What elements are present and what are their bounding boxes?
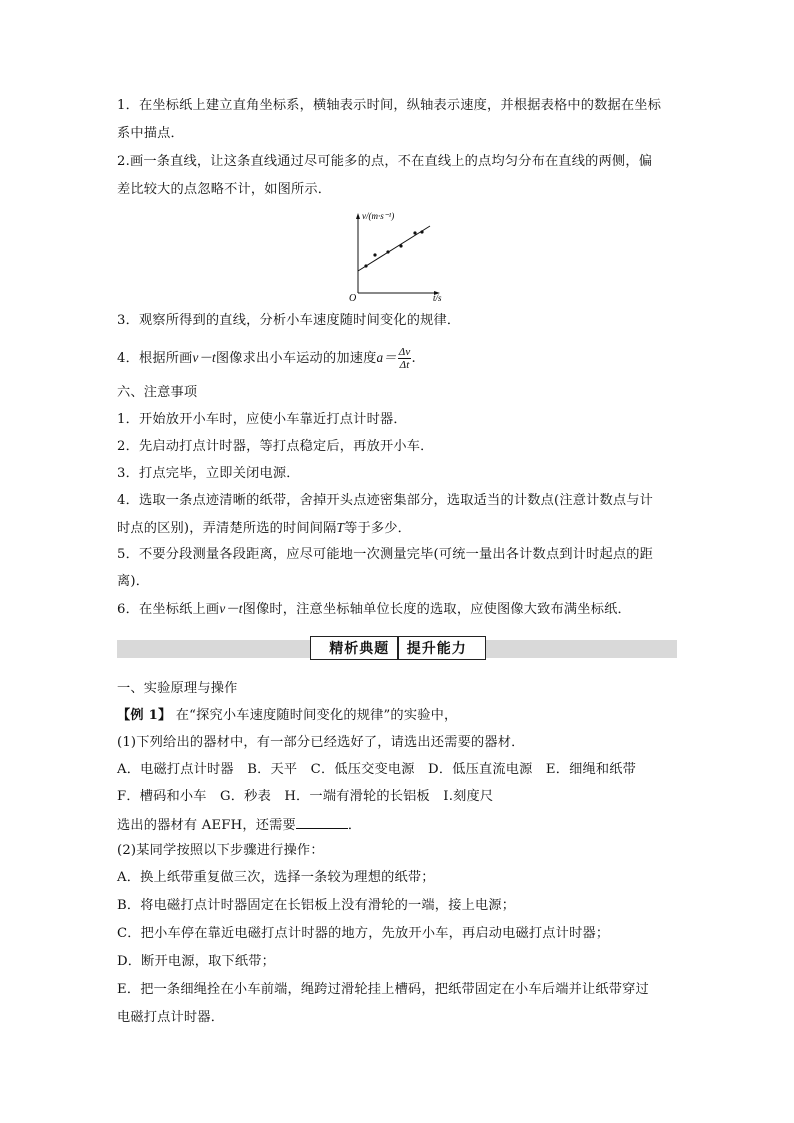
step-4-mid: 图像求出小车运动的加速度 bbox=[215, 351, 377, 366]
note-5-line-1: 5．不要分段测量各段距离，应尽可能地一次测量完毕(可统一量出各计数点到计时起点的距 bbox=[117, 547, 654, 562]
example-1-intro bbox=[117, 708, 457, 724]
y-axis-label: v/(m·s⁻¹) bbox=[362, 211, 395, 221]
note-1: 1．开始放开小车时，应使小车靠近打点计时器． bbox=[117, 412, 407, 427]
step-4-end: . bbox=[411, 351, 416, 366]
step-1-line-1: 1．在坐标纸上建立直角坐标系，横轴表示时间，纵轴表示速度，并根据表格中的数据在坐标 bbox=[117, 98, 662, 113]
x-axis-label: t/s bbox=[433, 293, 442, 303]
section-banner bbox=[310, 636, 486, 660]
fraction-denominator: Δt bbox=[399, 359, 410, 371]
note-6-vt: v－t bbox=[219, 601, 243, 616]
chosen-end: ． bbox=[347, 818, 362, 833]
step-4-vt: v－t bbox=[192, 350, 216, 365]
note-6-prefix: 6．在坐标纸上画 bbox=[117, 602, 220, 617]
banner-right-label: 提升能力 bbox=[406, 641, 467, 657]
origin-label: O bbox=[349, 293, 357, 303]
step-c: C．把小车停在靠近电磁打点计时器的地方，先放开小车，再启动电磁打点计时器； bbox=[117, 926, 610, 941]
chosen-equipment bbox=[117, 816, 361, 834]
note-4-end: 等于多少． bbox=[344, 521, 412, 536]
note-3: 3．打点完毕，立即关闭电源． bbox=[117, 466, 300, 481]
step-1-line-2: 系中描点． bbox=[117, 126, 184, 141]
banner-left-label: 精析典题 bbox=[329, 641, 390, 657]
step-3: 3．观察所得到的直线，分析小车速度随时间变化的规律． bbox=[117, 313, 461, 328]
example-tag: 【例 1】 bbox=[117, 708, 172, 723]
note-6 bbox=[117, 601, 631, 618]
step-4 bbox=[117, 346, 416, 371]
chosen-prefix: 选出的器材有 AEFH，还需要 bbox=[117, 818, 296, 833]
velocity-time-graph bbox=[344, 203, 454, 303]
step-e-line-1: E．把一条细绳拴在小车前端，绳跨过滑轮挂上槽码，把纸带固定在小车后端并让纸带穿过 bbox=[117, 982, 649, 997]
question-2: (2)某同学按照以下步骤进行操作： bbox=[117, 843, 324, 858]
step-e-line-2: 电磁打点计时器． bbox=[117, 1010, 225, 1025]
step-4-prefix: 4．根据所画 bbox=[117, 351, 193, 366]
notes-heading: 六、注意事项 bbox=[117, 385, 198, 400]
data-point bbox=[386, 250, 389, 253]
data-point bbox=[420, 230, 423, 233]
note-4-T: T bbox=[336, 520, 345, 535]
fraction-numerator: Δv bbox=[398, 346, 411, 358]
acceleration-fraction bbox=[398, 346, 412, 371]
note-5-line-2: 离)． bbox=[117, 574, 150, 589]
data-point bbox=[399, 244, 402, 247]
example-text: 在“探究小车速度随时间变化的规律”的实验中， bbox=[171, 708, 458, 723]
step-2-line-2: 差比较大的点忽略不计，如图所示． bbox=[117, 182, 332, 197]
answer-blank[interactable] bbox=[296, 816, 348, 829]
data-point bbox=[373, 253, 376, 256]
note-4-line-1: 4．选取一条点迹清晰的纸带，舍掉开头点迹密集部分，选取适当的计数点(注意计数点与计 bbox=[117, 493, 654, 508]
step-b: B．将电磁打点计时器固定在长铝板上没有滑轮的一端，接上电源； bbox=[117, 898, 516, 913]
note-4-line-2 bbox=[117, 520, 411, 537]
note-6-end: 图像时，注意坐标轴单位长度的选取，应使图像大致布满坐标纸． bbox=[242, 602, 631, 617]
y-axis-arrow bbox=[356, 213, 360, 219]
fit-line bbox=[358, 226, 430, 271]
data-point bbox=[413, 231, 416, 234]
note-2: 2．先启动打点计时器，等打点稳定后，再放开小车． bbox=[117, 439, 434, 454]
options-line-2: F．槽码和小车 G．秒表 H．一端有滑轮的长铝板 I.刻度尺 bbox=[117, 789, 494, 804]
step-d: D．断开电源，取下纸带； bbox=[117, 954, 276, 969]
step-2-line-1: 2.画一条直线，让这条直线通过尽可能多的点，不在直线上的点均匀分布在直线的两侧，偏 bbox=[117, 154, 653, 169]
question-1: (1)下列给出的器材中，有一部分已经选好了，请选出还需要的器材． bbox=[117, 735, 525, 750]
step-a: A．换上纸带重复做三次，选择一条较为理想的纸带； bbox=[117, 870, 435, 885]
data-point bbox=[364, 264, 367, 267]
section-heading: 一、实验原理与操作 bbox=[117, 681, 238, 696]
options-line-1: A．电磁打点计时器 B．天平 C．低压交变电源 D．低压直流电源 E．细绳和纸带 bbox=[117, 762, 637, 777]
banner-divider bbox=[397, 636, 399, 660]
step-4-a: a＝ bbox=[376, 350, 397, 365]
note-4-prefix: 时点的区别)，弄清楚所选的时间间隔 bbox=[117, 521, 337, 536]
